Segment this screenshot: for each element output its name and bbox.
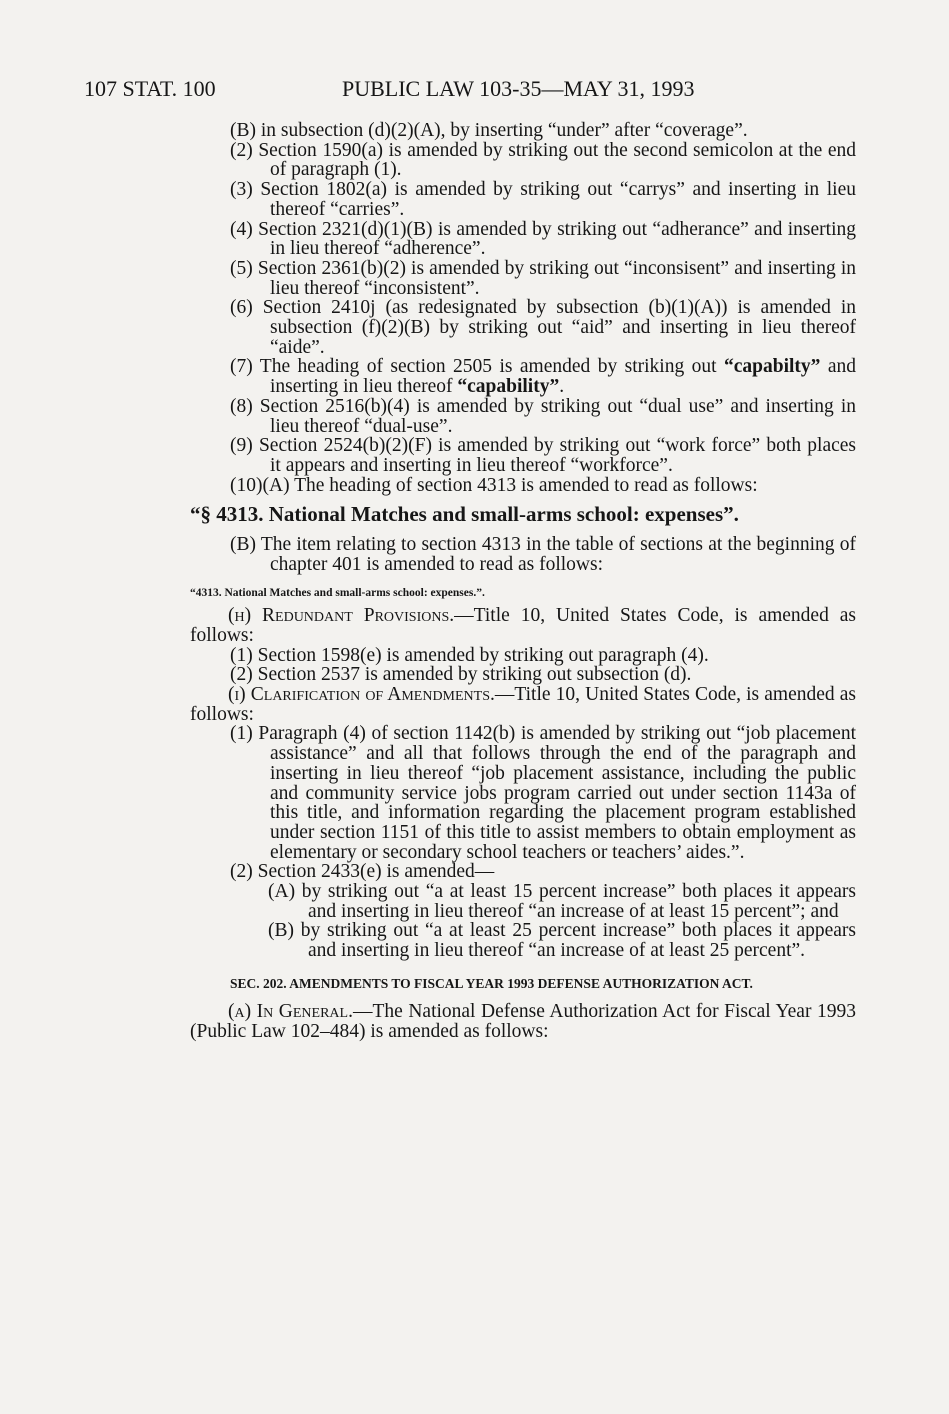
item-8-section-2516: (8) Section 2516(b)(4) is amended by striking out “dual use” and inserting in lieu thereof “dual-use”. [230,395,856,437]
item-6-section-2410j: (6) Section 2410j (as redesignated by subsection (b)(1)(A)) is amended in subsection (f)(2)(B) by striking out “aid” and inserting in lieu thereof “aide”. [230,297,856,358]
statute-text [190,120,856,1042]
subsection-a-heading: (a) In General. [228,1000,353,1022]
page-header [84,76,864,110]
struck-word: “capabilty” [723,356,821,378]
item-i2b: (B) by striking out “a at least 25 percent increase” both places it appears and inserting in lieu thereof “an increase of at least 25 percent”. [268,920,856,962]
subsection-h: (h) Redundant Provisions.—Title 10, United States Code, is amended as follows: [190,605,856,646]
item-h1-section-1598: (1) Section 1598(e) is amended by striking out paragraph (4). [230,644,709,666]
item-9-section-2524: (9) Section 2524(b)(2)(F) is amended by striking out “work force” both places it appears and inserting in lieu thereof “workforce”. [230,435,856,476]
section-4313-heading: “§ 4313. National Matches and small-arms school: expenses”. [190,502,739,527]
item-7-section-2505: (7) The heading of section 2505 is amended by striking out “capabilty” and inserting in lieu thereof “capability”. [230,356,856,398]
item-5-section-2361: (5) Section 2361(b)(2) is amended by striking out “inconsisent” and inserting in lieu thereof “inconsistent”. [230,257,856,299]
item-10b-table-of-sections: (B) The item relating to section 4313 in the table of sections at the beginning of chapter 401 is amended to read as follows: [230,534,856,575]
running-title: PUBLIC LAW 103-35—MAY 31, 1993 [342,76,695,101]
item-i2a: (A) by striking out “a at least 15 percent increase” both places it appears and inserting in lieu thereof “an increase of at least 15 percent”; and [268,881,856,922]
subsection-i: (i) Clarification of Amendments.—Title 10, United States Code, is amended as follows: [190,683,856,725]
item-i2-section-2433: (2) Section 2433(e) is amended— [230,861,495,883]
subsection-a: (a) In General.—The National Defense Authorization Act for Fiscal Year 1993 (Public Law 102–484) is amended as follows: [190,1000,856,1042]
inserted-word: “capability” [457,376,560,398]
subsection-h-heading: (h) Redundant Provisions. [228,605,455,627]
table-of-sections-item: “4313. National Matches and small-arms school: expenses.”. [190,587,485,600]
item-h2-section-2537: (2) Section 2537 is amended by striking out subsection (d). [230,664,692,686]
item-2-section-1590: (2) Section 1590(a) is amended by striking out the second semicolon at the end of paragraph (1). [230,139,856,181]
subsection-i-heading: (i) Clarification of Amendments. [228,683,495,705]
page-reference: 107 STAT. 100 [84,76,216,101]
item-10a-section-4313: (10)(A) The heading of section 4313 is amended to read as follows: [230,474,758,496]
item-3-section-1802: (3) Section 1802(a) is amended by striking out “carrys” and inserting in lieu thereof “carries”. [230,179,856,220]
section-202-heading: SEC. 202. AMENDMENTS TO FISCAL YEAR 1993 DEFENSE AUTHORIZATION ACT. [230,975,753,991]
item-b-coverage: (B) in subsection (d)(2)(A), by inserting “under” after “coverage”. [230,120,748,141]
item-i1-section-1142: (1) Paragraph (4) of section 1142(b) is amended by striking out “job placement assistance” and all that follows through the end of the paragraph and inserting in lieu thereof “job placement assistance, including the public and community service jobs program carried out under section 1143a of this title, and information regarding the placement program established under section 1151 of this title to assist members to obtain employment as elementary or secondary school teachers or teachers’ aides.”. [230,723,856,863]
item-4-section-2321: (4) Section 2321(d)(1)(B) is amended by striking out “adherance” and inserting in lieu thereof “adherence”. [230,218,856,260]
